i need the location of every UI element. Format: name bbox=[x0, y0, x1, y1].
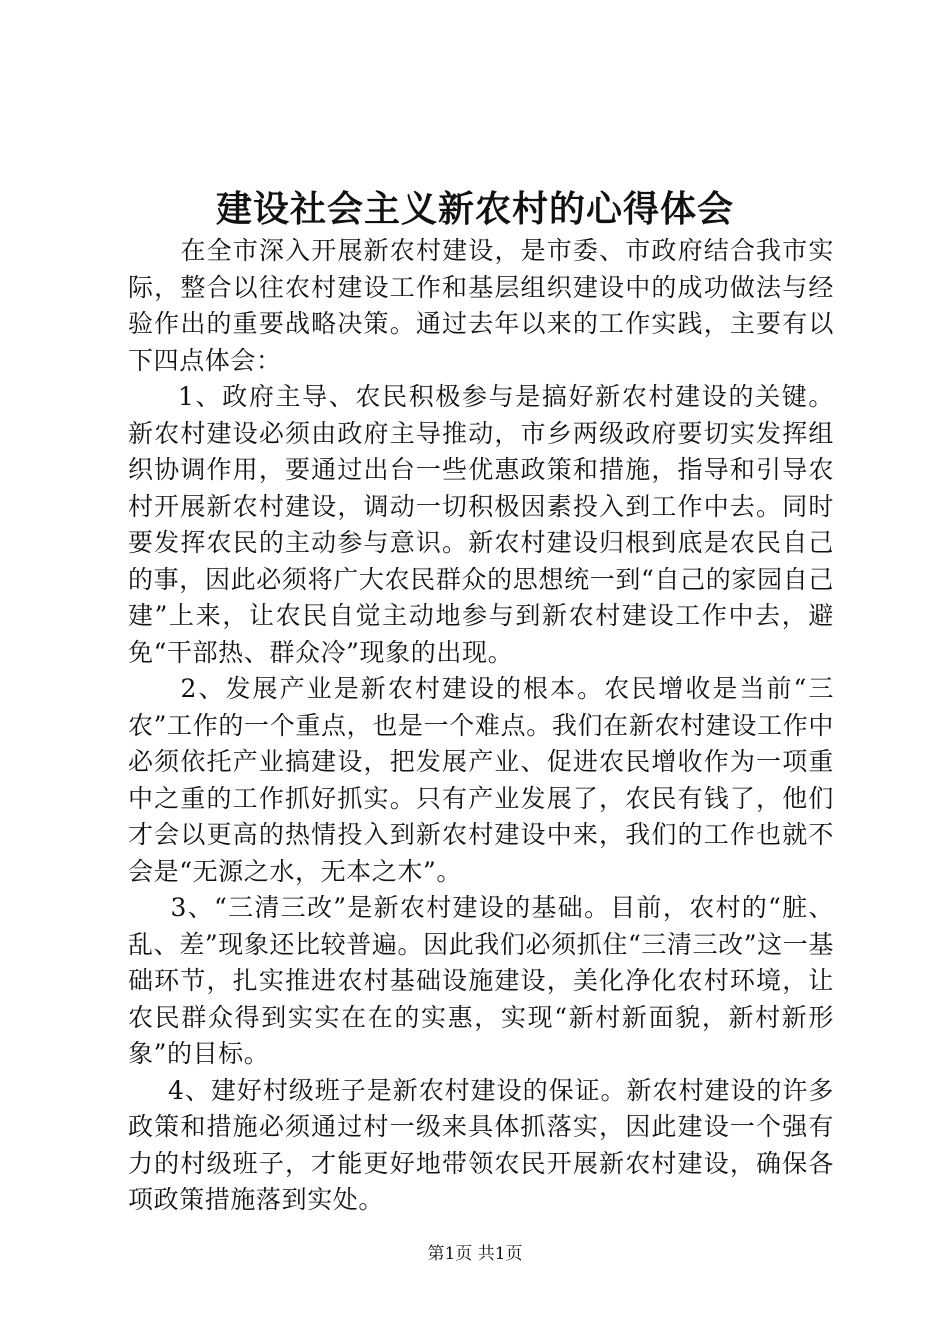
point-2-paragraph: 2、发展产业是新农村建设的根本。农民增收是当前“三农”工作的一个重点，也是一个难点。我们在新农村建设工作中必须依托产业搞建设，把发展产业、促进农民增收作为一项重中之重的工作抓好抓实。只有产业发展了，农民有钱了，他们才会以更高的热情投入到新农村建设中来，我们的工作也就不会是“无源之水，无本之木”。 bbox=[128, 674, 834, 886]
intro-paragraph: 在全市深入开展新农村建设，是市委、市政府结合我市实际，整合以往农村建设工作和基层组织建设中的成功做法与经验作出的重要战略决策。通过去年以来的工作实践，主要有以下四点体会： bbox=[128, 236, 834, 375]
page-number-footer: 第1页 共1页 bbox=[427, 1244, 523, 1264]
point-3-paragraph: 3、“三清三改”是新农村建设的基础。目前，农村的“脏、乱、差”现象还比较普遍。因此我们必须抓住“三清三改”这一基础环节，扎实推进农村基础设施建设，美化净化农村环境，让农民群众得到实实在在的实惠，实现“新村新面貌，新村新形象”的目标。 bbox=[128, 893, 834, 1068]
point-4-paragraph: 4、建好村级班子是新农村建设的保证。新农村建设的许多政策和措施必须通过村一级来具体抓落实，因此建设一个强有力的村级班子，才能更好地带领农民开展新农村建设，确保各项政策措施落到实处。 bbox=[128, 1075, 834, 1214]
point-1-paragraph: 1、政府主导、农民积极参与是搞好新农村建设的关键。新农村建设必须由政府主导推动，市乡两级政府要切实发挥组织协调作用，要通过出台一些优惠政策和措施，指导和引导农村开展新农村建设，调动一切积极因素投入到工作中去。同时要发挥农民的主动参与意识。新农村建设归根到底是农民自己的事，因此必须将广大农民群众的思想统一到“自己的家园自己建”上来，让农民自觉主动地参与到新农村建设工作中去，避免“干部热、群众冷”现象的出现。 bbox=[128, 382, 834, 667]
document-title: 建设社会主义新农村的心得体会 bbox=[215, 189, 734, 230]
document-body bbox=[128, 233, 834, 1219]
